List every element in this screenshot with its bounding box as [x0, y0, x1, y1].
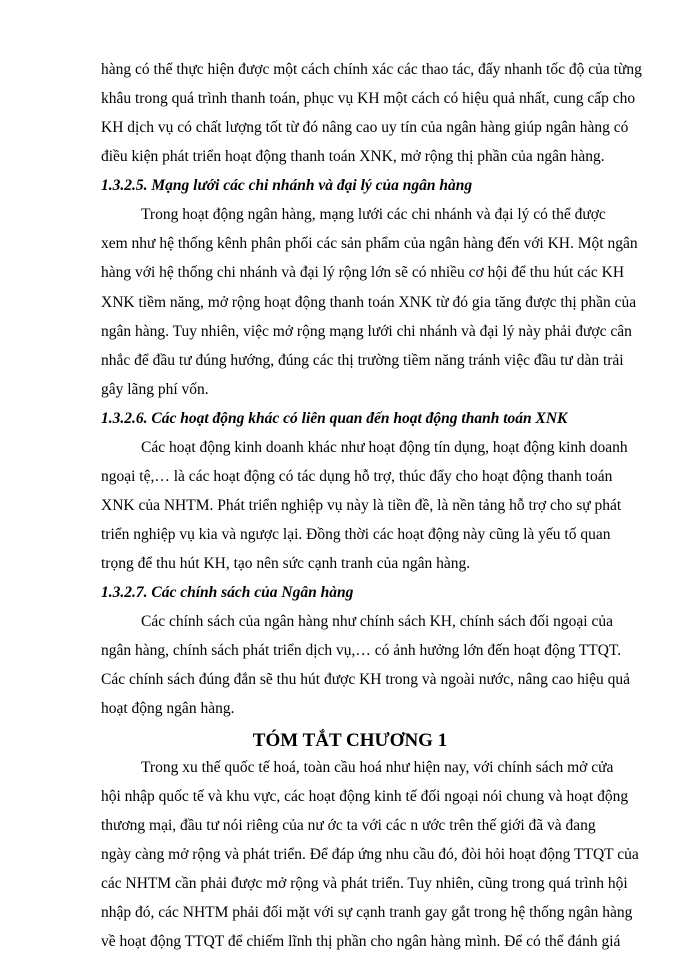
section-heading: 1.3.2.6. Các hoạt động khác có liên quan đến hoạt động thanh toán XNK — [101, 410, 568, 427]
body-line: khâu trong quá trình thanh toán, phục vụ KH một cách có hiệu quả nhất, cung cấp cho — [101, 90, 636, 107]
body-line: xem như hệ thống kênh phân phối các sản phẩm của ngân hàng đến với KH. Một ngân — [101, 235, 638, 252]
body-line: ngân hàng. Tuy nhiên, việc mở rộng mạng lưới chi nhánh và đại lý này phải được cân — [101, 323, 632, 340]
body-line: Trong hoạt động ngân hàng, mạng lưới các chi nhánh và đại lý có thể được — [141, 206, 606, 223]
body-line: ngân hàng, chính sách phát triển dịch vụ,… có ảnh hưởng lớn đến hoạt động TTQT. — [101, 642, 622, 659]
body-line: các NHTM cần phải được mở rộng và phát triển. Tuy nhiên, cũng trong quá trình hội — [101, 875, 628, 892]
body-line: Các chính sách của ngân hàng như chính sách KH, chính sách đối ngoại của — [141, 613, 613, 630]
body-line: thương mại, đầu tư nói riêng của nư ớc ta với các n ước trên thế giới đã và đang — [101, 817, 596, 834]
body-line: nhắc để đầu tư đúng hướng, đúng các thị trường tiềm năng tránh việc đầu tư dàn trải — [101, 352, 624, 369]
body-line: XNK của NHTM. Phát triển nghiệp vụ này là tiền đề, là nền tảng hỗ trợ cho sự phát — [101, 497, 622, 514]
section-heading: 1.3.2.7. Các chính sách của Ngân hàng — [101, 584, 354, 601]
body-line: XNK tiềm năng, mở rộng hoạt động thanh toán XNK từ đó gia tăng được thị phần của — [101, 294, 637, 311]
body-line: triển nghiệp vụ kia và ngược lại. Đồng thời các hoạt động này cũng là yếu tố quan — [101, 526, 611, 543]
body-line: hội nhập quốc tế và khu vực, các hoạt động kinh tế đối ngoại nói chung và hoạt động — [101, 788, 629, 805]
body-line: ngoại tệ,… là các hoạt động có tác dụng hỗ trợ, thúc đẩy cho hoạt động thanh toán — [101, 468, 613, 485]
body-line: về hoạt động TTQT để chiếm lĩnh thị phần cho ngân hàng mình. Để có thể đánh giá — [101, 933, 621, 950]
chapter-summary-title: TÓM TẮT CHƯƠNG 1 — [252, 730, 448, 751]
body-line: nhập đó, các NHTM phải đối mặt với sự cạnh tranh gay gắt trong hệ thống ngân hàng — [101, 904, 633, 921]
body-line: Các chính sách đúng đắn sẽ thu hút được KH trong và ngoài nước, nâng cao hiệu quả — [101, 671, 631, 688]
body-line: KH dịch vụ có chất lượng tốt từ đó nâng cao uy tín của ngân hàng giúp ngân hàng có — [101, 119, 629, 136]
section-heading: 1.3.2.5. Mạng lưới các chi nhánh và đại lý của ngân hàng — [101, 177, 473, 194]
body-line: ngày càng mở rộng và phát triển. Để đáp ứng nhu cầu đó, đòi hỏi hoạt động TTQT của — [101, 846, 639, 863]
body-line: trọng để thu hút KH, tạo nên sức cạnh tranh của ngân hàng. — [101, 555, 471, 572]
body-line: hàng có thể thực hiện được một cách chính xác các thao tác, đẩy nhanh tốc độ của từng — [101, 61, 642, 78]
body-line: gây lãng phí vốn. — [101, 381, 209, 398]
body-line: hoạt động ngân hàng. — [101, 700, 235, 717]
body-line: điều kiện phát triển hoạt động thanh toán XNK, mở rộng thị phần của ngân hàng. — [101, 148, 605, 165]
body-line: hàng với hệ thống chi nhánh và đại lý rộng lớn sẽ có nhiều cơ hội để thu hút các KH — [101, 264, 625, 281]
body-line: Trong xu thế quốc tế hoá, toàn cầu hoá như hiện nay, với chính sách mở cửa — [141, 759, 614, 776]
body-line: Các hoạt động kinh doanh khác như hoạt động tín dụng, hoạt động kinh doanh — [141, 439, 628, 456]
